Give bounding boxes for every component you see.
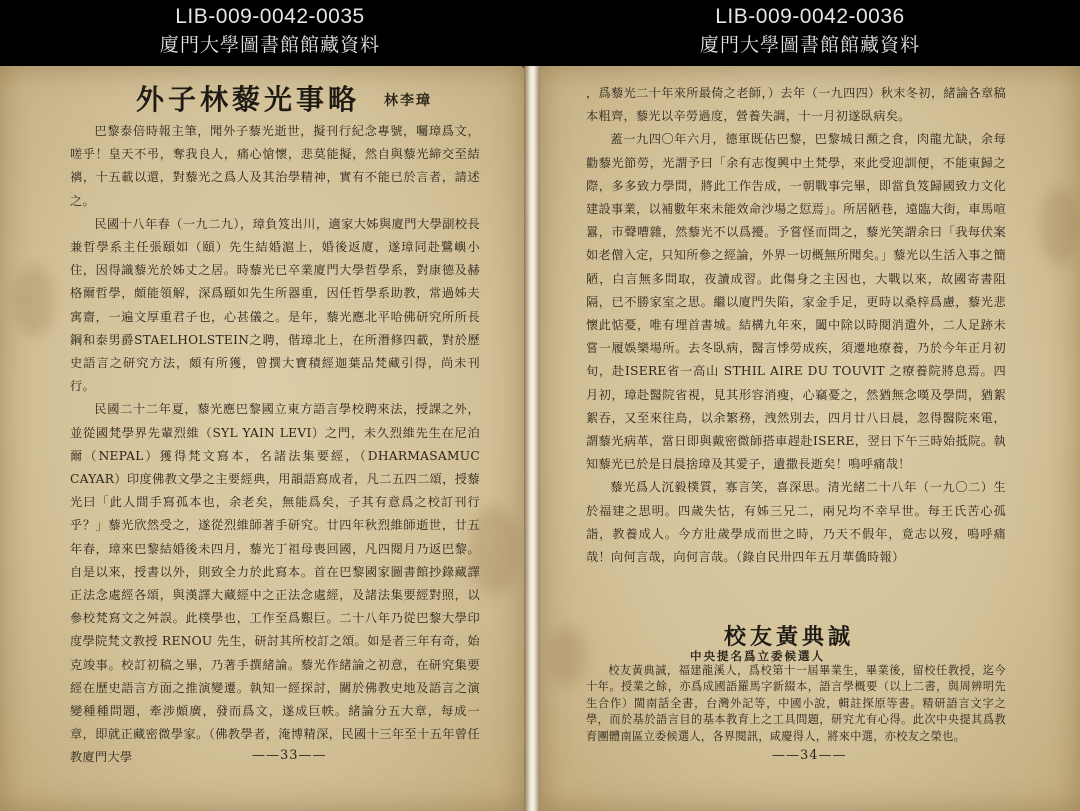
paragraph: 巴黎泰倍時報主筆，聞外子藜光逝世，擬刊行紀念專號，囑璋爲文，嗟乎！皇天不弔，奪我良人，痛心愴懷，悲莫能擬，然自與藜光締交至結褵，十五載以還，對藜光之爲人及其治學精神，實有不能已於言者，請述之。 <box>70 124 480 208</box>
paragraph: 蓋一九四〇年六月，德軍既佔巴黎，巴黎城日瀕之食，肉龍尤缺，余每勸藜光節勞，光謂予曰「余有志復興中土梵學，來此受迎訓便，不能東歸之際，多多致力學問，將此工作告成，一朝戰事完畢，即當負笈歸國致力文化建設事業，以補數年來未能效命沙場之愆焉」。所居陋巷，遠臨大街，車馬喧囂，市聲嘈雜，然藜光不以爲擾。予嘗怪而問之，藜光笑謂余曰「我每伏案如老僧入定，只知所參之經論，外界一切概無所聞矣。」藜光以生活入事之簡陋，白言無多問取，夜讀成習。此傷身之主因也，大戰以來，故國寄書阻隔，已不勝家室之思。繼以廈門失陷，家金手足，更時以桑梓爲慮，藜光悲懷此惦憂，唯有埋首書城。結構九年來，闔中除以時閱消遣外，二人足跡未嘗一履娛樂場所。去冬臥病，醫言悸勞成疾，須遷地療養，乃於今年正月初旬，赴ISERE省一高山 STHIL AIRE DU TOUVIT 之療養院將息焉。四月初，璋赴醫院省視，見其形容消瘦，心竊憂之，然猶無念嘆及學問，猶絮絮吞，又至來往鳥，以余繁務，洩然別去，四月廿八日晨，忽得醫院來電，謂藜光病革，當日即與戴密微師搭車趕赴ISERE，翌日下午三時始抵院。執知藜光已於是日晨捨璋及其愛子，遺撒長逝矣！嗚呼痛哉！ <box>586 132 1006 472</box>
article-title: 外子林藜光事略 <box>136 83 361 116</box>
header-right <box>540 0 1080 64</box>
paragraph: 校友黃典誠，福建龍溪人，爲校第十一屆畢業生，畢業後，留校任教授，迄今十年。授業之餘，亦爲成國語羅馬字新綴本，語言學概要（以上二書，與周辨明先生合作）閩南話全書，台灣外記等，中國小說，輯註探原等書。精研語言文字之學，而於基於語言目的基本教育上之工具問題，研究尤有心得。此次中央提其爲教育團體南區立委候選人，各界閱訊，咸慶得人，將來中選，亦校友之榮也。 <box>586 664 1006 743</box>
paragraph: 民國二十二年夏，藜光應巴黎國立東方語言學校聘來法，授課之外，並從國梵學界先輩烈維（SYL YAIN LEVI）之門，未久烈維先生在尼泊爾（NEPAL）獲得梵文寫本，名諸法集要經，（DHARMASAMUC CAYAR）印度佛教文學之主要經典，用韻語寫成者，凡二五四二頌，授藜光曰「此人間手寫孤本也，余老矣，無能爲矣，子其有意爲之校訂刊行乎？」藜光欣然受之，遂從烈維師著手研究。廿四年秋烈維師逝世，廿五年春，璋來巴黎結婚後未四月，藜光丁祖母喪回國，凡四閱月乃返巴黎。自是以來，授書以外，則致全力於此寫本。首在巴黎國家圖書館抄錄藏譯正法念處經各頌，與漢譯大藏經中之正法念處經，及諸法集要經對照，以參校梵寫文之舛誤。此樸學也，工作至爲艱巨。二十八年乃從巴黎大學印度學院梵文教授 RENOU 先生，研討其所校訂之頌。如是者三年有奇，始克竣事。校訂初稿之畢，乃著手撰緒論。藜光作緒論之初意，在研究集要經在歷史語言方面之推演變遷。執知一經探討，關於佛教史地及語言之演變種種問題，牽涉頗廣，發而爲文，遂成巨帙。緒論分五大章，每成一章，即就正藏密微學家。（佛教學者，淹博精深，民國十三年至十五年曾任教廈門大學 <box>70 402 480 765</box>
paragraph: 民國十八年春（一九二九），璋負笈出川，適家大姊與廈門大學副校長兼哲學系主任張頤如（頤）先生結婚滬上，婚後返廈，遂璋同赴鷺嶼小住，因得識藜光於姊丈之居。時藜光已卒業廈門大學哲學系，對康德及赫格爾哲學，頗能領解，深爲頤如先生所器重，因任哲學系助教，常過姊夫寓齋，一遍文厚重君子也，心甚儀之。是年，藜光應北平哈佛研究所所長鋼和泰男爵STAELHOLSTEIN之聘，偕璋北上，在所潛修四載，對於歷史語言之研究方法，頗有所獲，曾撰大寶積經迦葉品梵藏引得，尚未刊行。 <box>70 216 480 394</box>
library-label-left: 廈門大學圖書館館藏資料 <box>159 34 380 56</box>
article-author: 林李璋 <box>384 93 432 109</box>
section-subtitle: 中央提名爲立委候選人 <box>690 649 825 663</box>
page-number-right: ——34—— <box>772 748 847 763</box>
section-body-text <box>586 663 1006 745</box>
paper-stain <box>14 266 54 336</box>
section-title: 校友黃典誠 <box>724 624 855 650</box>
paragraph: ，爲藜光二十年來所最倚之老師，）去年（一九四四）秋末冬初，緒論各章稿本粗齊，藜光以辛勞過度，營養失調，十一月初遂臥病矣。 <box>586 86 1006 124</box>
left-body-text <box>70 120 480 770</box>
page-number-left: ——33—— <box>252 748 327 763</box>
book-gutter <box>524 66 540 811</box>
right-body-text <box>586 82 1006 569</box>
header-left <box>0 0 540 64</box>
archive-code-right: LIB-009-0042-0036 <box>715 5 905 28</box>
archive-code-left: LIB-009-0042-0035 <box>175 5 365 28</box>
paper-stain <box>1040 186 1080 266</box>
paper-stain <box>550 626 586 686</box>
paragraph: 藜光爲人沉毅樸質，寡言笑，喜深思。清光緒二十八年（一九〇二）生於福建之思明。四歲失怙，有姊三兄二，兩兄均不幸早世。每王氏苦心孤詣，教養成人。今方壯歲學成而世之時，乃天不假年，竟志以歿，嗚呼痛哉！向何言哉，向何言哉。（錄自民卅四年五月華僑時報） <box>586 480 1006 565</box>
library-label-right: 廈門大學圖書館館藏資料 <box>699 34 920 56</box>
